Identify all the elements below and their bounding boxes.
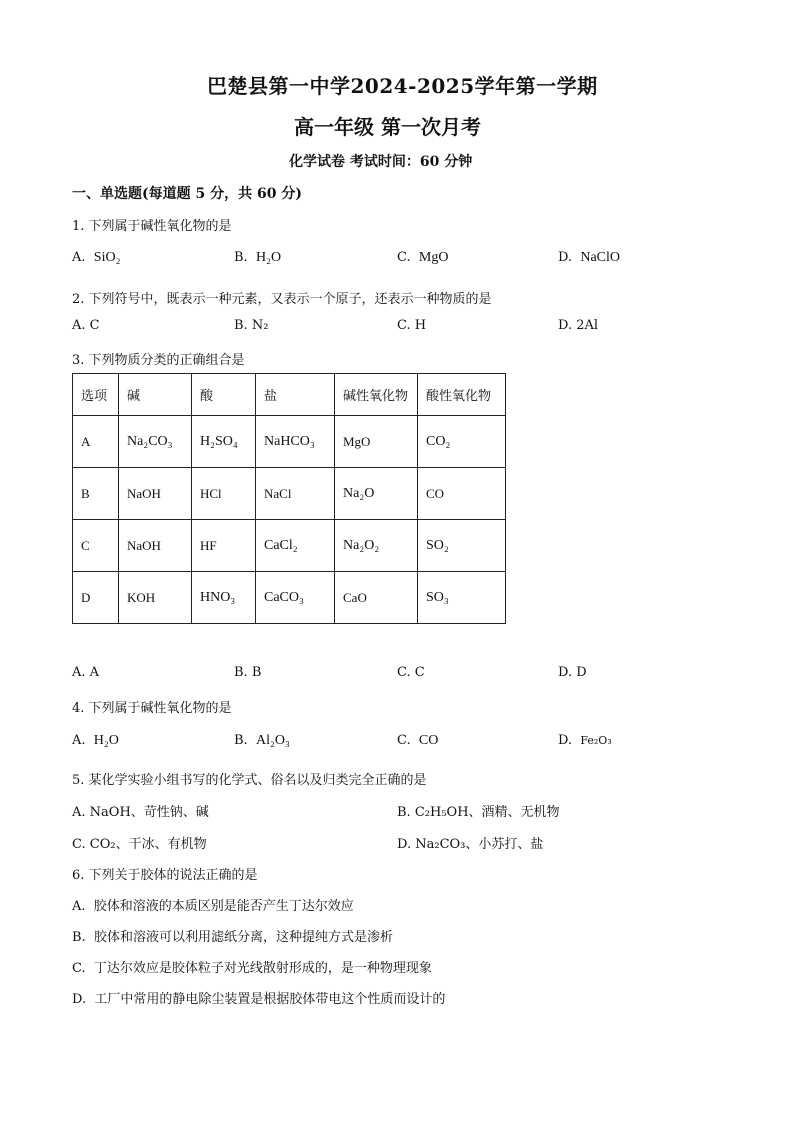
- table-header-cell: 碱性氧化物: [335, 374, 418, 416]
- option-b: B. C₂H₅OH、酒精、无机物: [397, 805, 560, 820]
- table-cell: H₂SO₄: [192, 416, 256, 468]
- table-cell: HNO₃: [192, 572, 256, 624]
- table-cell: CO: [418, 468, 506, 520]
- option-a: A. SiO₂: [72, 250, 121, 265]
- exam-title: 巴楚县第一中学2024-2025学年第一学期: [207, 74, 598, 98]
- option-b: B. 胶体和溶液可以利用滤纸分离，这种提纯方式是渗析: [72, 930, 393, 945]
- table-cell: KOH: [119, 572, 192, 624]
- option-d: D. Na₂CO₃、小苏打、盐: [397, 837, 544, 852]
- question-stem: 5. 某化学实验小组书写的化学式、俗名以及归类完全正确的是: [72, 773, 427, 788]
- option-c: C. H: [397, 318, 427, 333]
- option-d: D. 工厂中常用的静电除尘装置是根据胶体带电这个性质而设计的: [72, 992, 446, 1007]
- exam-info: 化学试卷 考试时间：60 分钟: [289, 154, 473, 170]
- option-d: D. D: [558, 665, 587, 680]
- table-cell: D: [73, 572, 119, 624]
- option-b: B. Al₂O₃: [234, 733, 290, 748]
- table-cell: NaHCO₃: [256, 416, 335, 468]
- table-row: [73, 468, 506, 520]
- question-stem: 2. 下列符号中，既表示一种元素，又表示一个原子，还表示一种物质的是: [72, 292, 492, 307]
- option-c: C. 丁达尔效应是胶体粒子对光线散射形成的，是一种物理现象: [72, 961, 432, 976]
- table-cell: Na₂CO₃: [119, 416, 192, 468]
- option-c: C. C: [397, 665, 425, 680]
- table-cell: SO₂: [418, 520, 506, 572]
- question-stem: 3. 下列物质分类的正确组合是: [72, 353, 245, 368]
- table-header-cell: 盐: [256, 374, 335, 416]
- table-cell: HF: [192, 520, 256, 572]
- table-cell: C: [73, 520, 119, 572]
- option-a: A. C: [72, 318, 100, 333]
- option-b: B. N₂: [234, 318, 269, 333]
- option-d: D. 2Al: [558, 318, 599, 333]
- table-row: [73, 572, 506, 624]
- section-heading: 一、单选题(每道题 5 分，共 60 分): [72, 186, 302, 202]
- question-stem: 1. 下列属于碱性氧化物的是: [72, 219, 232, 234]
- option-c: C. CO₂、干冰、有机物: [72, 837, 207, 852]
- option-a: A. A: [72, 665, 100, 680]
- option-d: D. Fe₂O₃: [558, 733, 612, 748]
- option-c: C. MgO: [397, 250, 449, 265]
- table-cell: Na₂O₂: [335, 520, 418, 572]
- table-header-cell: 酸性氧化物: [418, 374, 506, 416]
- table-cell: CaO: [335, 572, 418, 624]
- table-header-row: [73, 374, 506, 416]
- table-cell: CaCl₂: [256, 520, 335, 572]
- table-cell: HCl: [192, 468, 256, 520]
- table-row: [73, 416, 506, 468]
- table-cell: MgO: [335, 416, 418, 468]
- option-a: A. 胶体和溶液的本质区别是能否产生丁达尔效应: [72, 899, 354, 914]
- table-row: [73, 520, 506, 572]
- table-header-cell: 碱: [119, 374, 192, 416]
- table-header-cell: 酸: [192, 374, 256, 416]
- table-cell: A: [73, 416, 119, 468]
- table-cell: B: [73, 468, 119, 520]
- table-cell: CaCO₃: [256, 572, 335, 624]
- option-b: B. B: [234, 665, 262, 680]
- option-c: C. CO: [397, 733, 439, 748]
- exam-subtitle: 高一年级 第一次月考: [294, 115, 481, 139]
- table-cell: CO₂: [418, 416, 506, 468]
- classification-table: [72, 373, 506, 624]
- question-stem: 6. 下列关于胶体的说法正确的是: [72, 868, 258, 883]
- option-a: A. H₂O: [72, 733, 119, 748]
- option-b: B. H₂O: [234, 250, 282, 265]
- table-cell: NaCl: [256, 468, 335, 520]
- table-cell: NaOH: [119, 520, 192, 572]
- table-cell: Na₂O: [335, 468, 418, 520]
- question-stem: 4. 下列属于碱性氧化物的是: [72, 701, 232, 716]
- table-header-cell: 选项: [73, 374, 119, 416]
- option-a: A. NaOH、苛性钠、碱: [72, 805, 209, 820]
- table-cell: SO₃: [418, 572, 506, 624]
- table-cell: NaOH: [119, 468, 192, 520]
- option-d: D. NaClO: [558, 250, 621, 265]
